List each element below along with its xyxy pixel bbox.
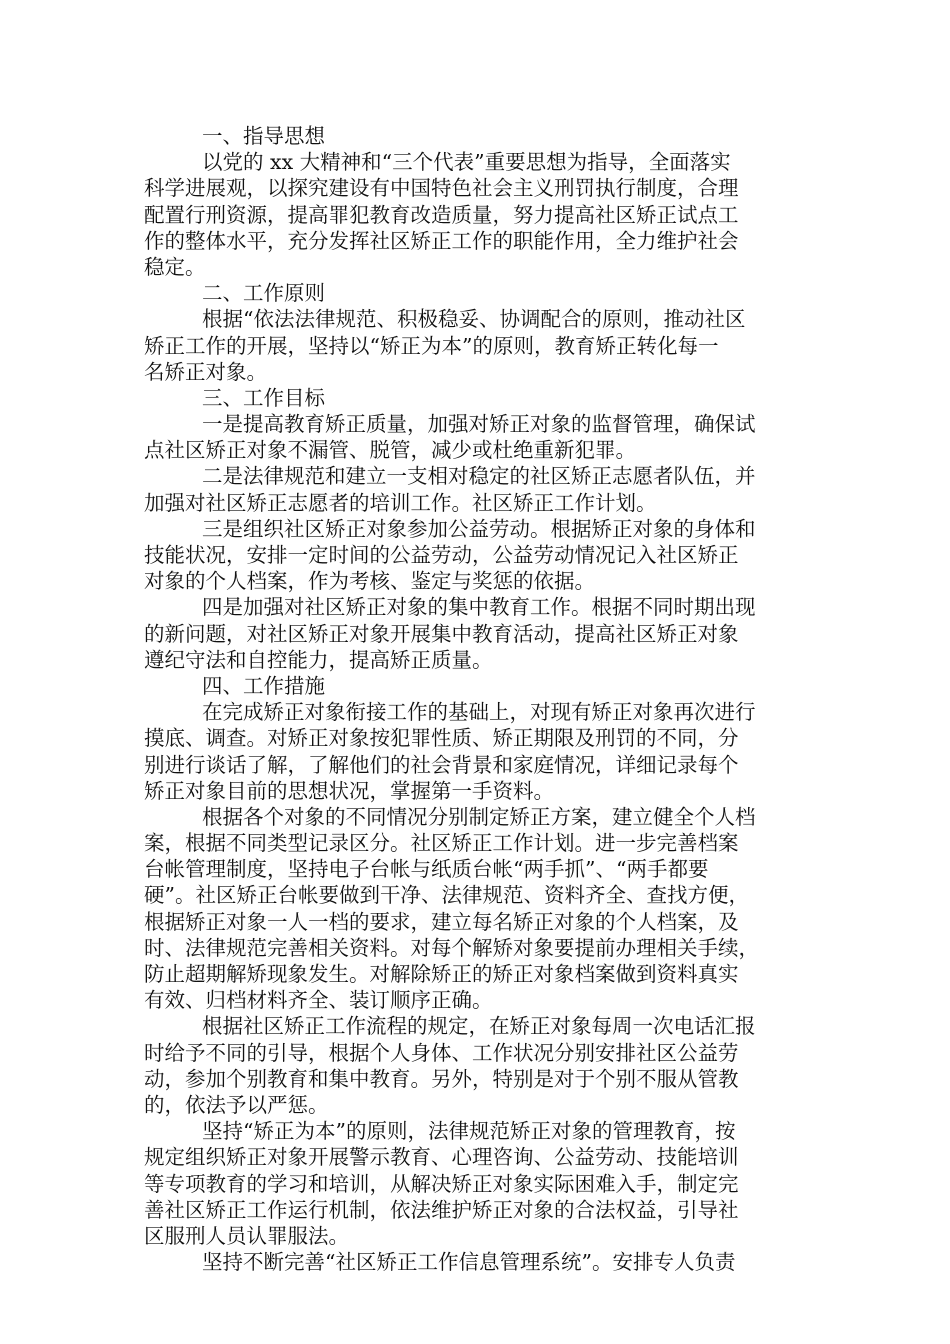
text-line: 配置行刑资源，提高罪犯教育改造质量，努力提高社区矫正试点工 [144, 202, 739, 227]
text-line: 根据“依法法律规范、积极稳妥、协调配合的原则，推动社区 [202, 307, 746, 332]
text-line: 硬”。社区矫正台帐要做到干净、法律规范、资料齐全、查找方便， [144, 883, 749, 908]
text-line: 防止超期解矫现象发生。对解除矫正的矫正对象档案做到资料真实 [144, 962, 739, 986]
text-line: 区服刑人员认罪服法。 [144, 1223, 349, 1248]
text-line: 善社区矫正工作运行机制，依法维护矫正对象的合法权益，引导社 [144, 1197, 739, 1222]
text-line: 根据矫正对象一人一档的要求，建立每名矫正对象的个人档案，及 [144, 909, 739, 934]
text-line: 三是组织社区矫正对象参加公益劳动。根据矫正对象的身体和 [202, 516, 756, 541]
text-line: 有效、归档材料齐全、装订顺序正确。 [144, 988, 493, 1013]
text-line: 以党的 xx 大精神和“三个代表”重要思想为指导，全面落实 [202, 150, 731, 175]
text-line: 的，依法予以严惩。 [144, 1092, 329, 1117]
text-line: 动，参加个别教育和集中教育。另外，特别是对于个别不服从管教 [144, 1066, 739, 1091]
text-line: 一是提高教育矫正质量，加强对矫正对象的监督管理，确保试 [202, 412, 756, 437]
text-line: 四是加强对社区矫正对象的集中教育工作。根据不同时期出现 [202, 595, 756, 620]
text-line: 坚持不断完善“社区矫正工作信息管理系统”。安排专人负责 [202, 1250, 736, 1275]
text-line: 坚持“矫正为本”的原则，法律规范矫正对象的管理教育，按 [202, 1119, 736, 1144]
text-line: 科学进展观，以探究建设有中国特色社会主义刑罚执行制度，合理 [144, 176, 739, 201]
text-line: 矫正工作的开展，坚持以“矫正为本”的原则，教育矫正转化每一 [144, 333, 719, 358]
document-body [144, 123, 806, 1275]
text-line: 台帐管理制度，坚持电子台帐与纸质台帐“两手抓”、“两手都要 [144, 857, 709, 882]
text-line: 遵纪守法和自控能力，提高矫正质量。 [144, 647, 493, 672]
text-line: 根据社区矫正工作流程的规定，在矫正对象每周一次电话汇报 [202, 1014, 756, 1039]
text-line: 对象的个人档案，作为考核、鉴定与奖惩的依据。 [144, 569, 595, 594]
text-line: 二、工作原则 [202, 281, 325, 306]
text-line: 四、工作措施 [202, 673, 325, 698]
text-line: 等专项教育的学习和培训，从解决矫正对象实际困难入手，制定完 [144, 1171, 739, 1196]
text-line: 矫正对象目前的思想状况，掌握第一手资料。 [144, 778, 554, 803]
text-line: 稳定。 [144, 254, 206, 279]
text-line: 作的整体水平，充分发挥社区矫正工作的职能作用，全力维护社会 [144, 228, 739, 253]
text-line: 加强对社区矫正志愿者的培训工作。社区矫正工作计划。 [144, 490, 657, 515]
text-line: 三、工作目标 [202, 385, 325, 410]
text-line: 规定组织矫正对象开展警示教育、心理咨询、公益劳动、技能培训 [144, 1145, 739, 1170]
text-line: 别进行谈话了解，了解他们的社会背景和家庭情况，详细记录每个 [144, 752, 739, 777]
text-line: 一、指导思想 [202, 124, 325, 148]
text-line: 点社区矫正对象不漏管、脱管，减少或杜绝重新犯罪。 [144, 438, 636, 463]
text-line: 时给予不同的引导，根据个人身体、工作状况分别安排社区公益劳 [144, 1040, 739, 1065]
text-line: 时、法律规范完善相关资料。对每个解矫对象要提前办理相关手续， [144, 935, 759, 960]
text-line: 案，根据不同类型记录区分。社区矫正工作计划。进一步完善档案 [144, 831, 739, 856]
text-line: 名矫正对象。 [144, 359, 267, 384]
text-line: 技能状况，安排一定时间的公益劳动，公益劳动情况记入社区矫正 [144, 543, 739, 567]
text-line: 的新问题，对社区矫正对象开展集中教育活动，提高社区矫正对象 [144, 621, 739, 646]
text-line: 二是法律规范和建立一支相对稳定的社区矫正志愿者队伍，并 [202, 464, 756, 489]
text-line: 在完成矫正对象衔接工作的基础上，对现有矫正对象再次进行 [202, 700, 756, 725]
text-line: 摸底、调查。对矫正对象按犯罪性质、矫正期限及刑罚的不同，分 [144, 726, 739, 751]
text-line: 根据各个对象的不同情况分别制定矫正方案，建立健全个人档 [202, 804, 756, 829]
